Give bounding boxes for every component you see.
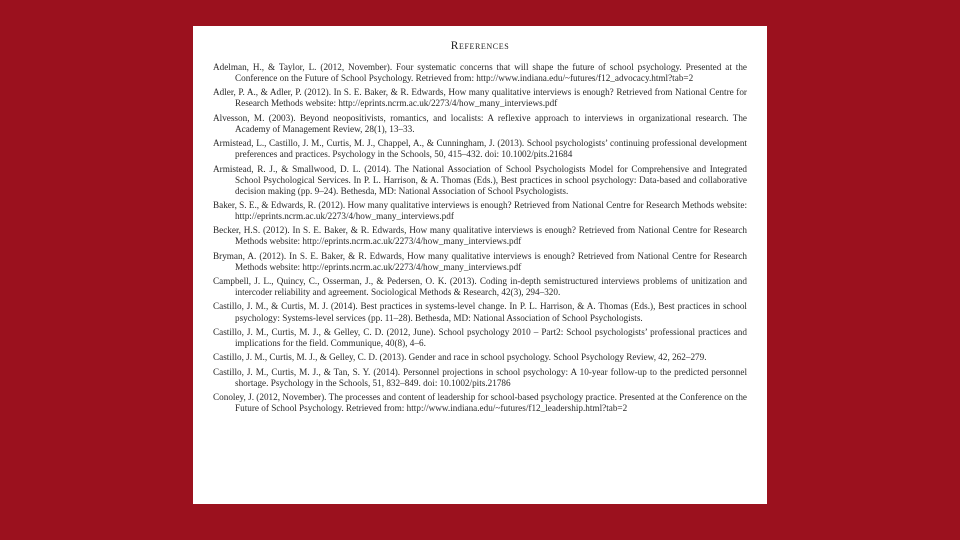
reference-entry: Adler, P. A., & Adler, P. (2012). In S. E. Baker, & R. Edwards, How many qualitative interviews is enough? Retrieved from National Centre for Research Methods website: http://eprints.ncrm.ac.uk/2273/4/how_many_interviews.pdf <box>213 87 747 109</box>
reference-entry: Armistead, R. J., & Smallwood, D. L. (2014). The National Association of School Psychologists Model for Comprehensive and Integrated School Psychological Services. In P. L. Harrison, & A. Thomas (Eds.), Best practices in school psychology: Data-based and collaborative decision making (pp. 9–24). Bethesda, MD: National Association of School Psychologists. <box>213 163 747 196</box>
reference-entry: Castillo, J. M., & Curtis, M. J. (2014). Best practices in systems-level change. In P. L. Harrison, & A. Thomas (Eds.), Best practices in school psychology: Systems-level services (pp. 11–28). Bethesda, MD: National Association of School Psychologists. <box>213 301 747 323</box>
reference-entry: Bryman, A. (2012). In S. E. Baker, & R. Edwards, How many qualitative interviews is enough? Retrieved from National Centre for Research Methods website: http://eprints.ncrm.ac.uk/2273/4/how_many_interviews.pdf <box>213 250 747 272</box>
reference-entry: Castillo, J. M., Curtis, M. J., & Gelley, C. D. (2013). Gender and race in school psychology. School Psychology Review, 42, 262–279. <box>213 352 707 363</box>
references-heading: References <box>450 40 510 52</box>
reference-entry: Castillo, J. M., Curtis, M. J., & Gelley, C. D. (2012, June). School psychology 2010 – Part2: School psychologists’ professional practices and implications for the field. Communique, 40(8), 4–6. <box>213 326 747 348</box>
reference-entry: Baker, S. E., & Edwards, R. (2012). How many qualitative interviews is enough? Retrieved from National Centre for Research Methods website: http://eprints.ncrm.ac.uk/2273/4/how_many_interviews.pdf <box>213 199 747 222</box>
reference-entry: Armistead, L., Castillo, J. M., Curtis, M. J., Chappel, A., & Cunningham, J. (2013). School psychologists’ continuing professional development preferences and practices. Psychology in the Schools, 50, 415–432. doi: 10.1002/pits.21684 <box>213 138 747 160</box>
reference-list <box>213 62 747 414</box>
reference-entry: Becker, H.S. (2012). In S. E. Baker, & R. Edwards, How many qualitative interviews is enough? Retrieved from National Centre for Research Methods website: http://eprints.ncrm.ac.uk/2273/4/how_many_interviews.pdf <box>213 225 747 247</box>
document-page <box>193 26 767 504</box>
reference-entry: Campbell, J. L., Quincy, C., Osserman, J., & Pedersen, O. K. (2013). Coding in-depth semistructured interviews problems of unitization and intercoder reliability and agreement. Sociological Methods & Research, 42(3), 294–320. <box>213 276 747 298</box>
reference-entry: Castillo, J. M., Curtis, M. J., & Tan, S. Y. (2014). Personnel projections in school psychology: A 10-year follow-up to the predicted personnel shortage. Psychology in the Schools, 51, 832–849. doi: 10.1002/pits.21786 <box>213 366 747 388</box>
reference-entry: Adelman, H., & Taylor, L. (2012, November). Four systematic concerns that will shape the future of school psychology. Presented at the Conference on the Future of School Psychology. Retrieved from: http://www.indiana.edu/~futures/f12_advocacy.html?tab=2 <box>213 62 747 84</box>
reference-entry: Conoley, J. (2012, November). The processes and content of leadership for school-based psychology practice. Presented at the Conference on the Future of School Psychology. Retrieved from: http://www.indiana.edu/~futures/f12_leadership.html?tab=2 <box>213 391 747 413</box>
reference-entry: Alvesson, M. (2003). Beyond neopositivists, romantics, and localists: A reflexive approach to interviews in organizational research. The Academy of Management Review, 28(1), 13–33. <box>213 112 747 134</box>
